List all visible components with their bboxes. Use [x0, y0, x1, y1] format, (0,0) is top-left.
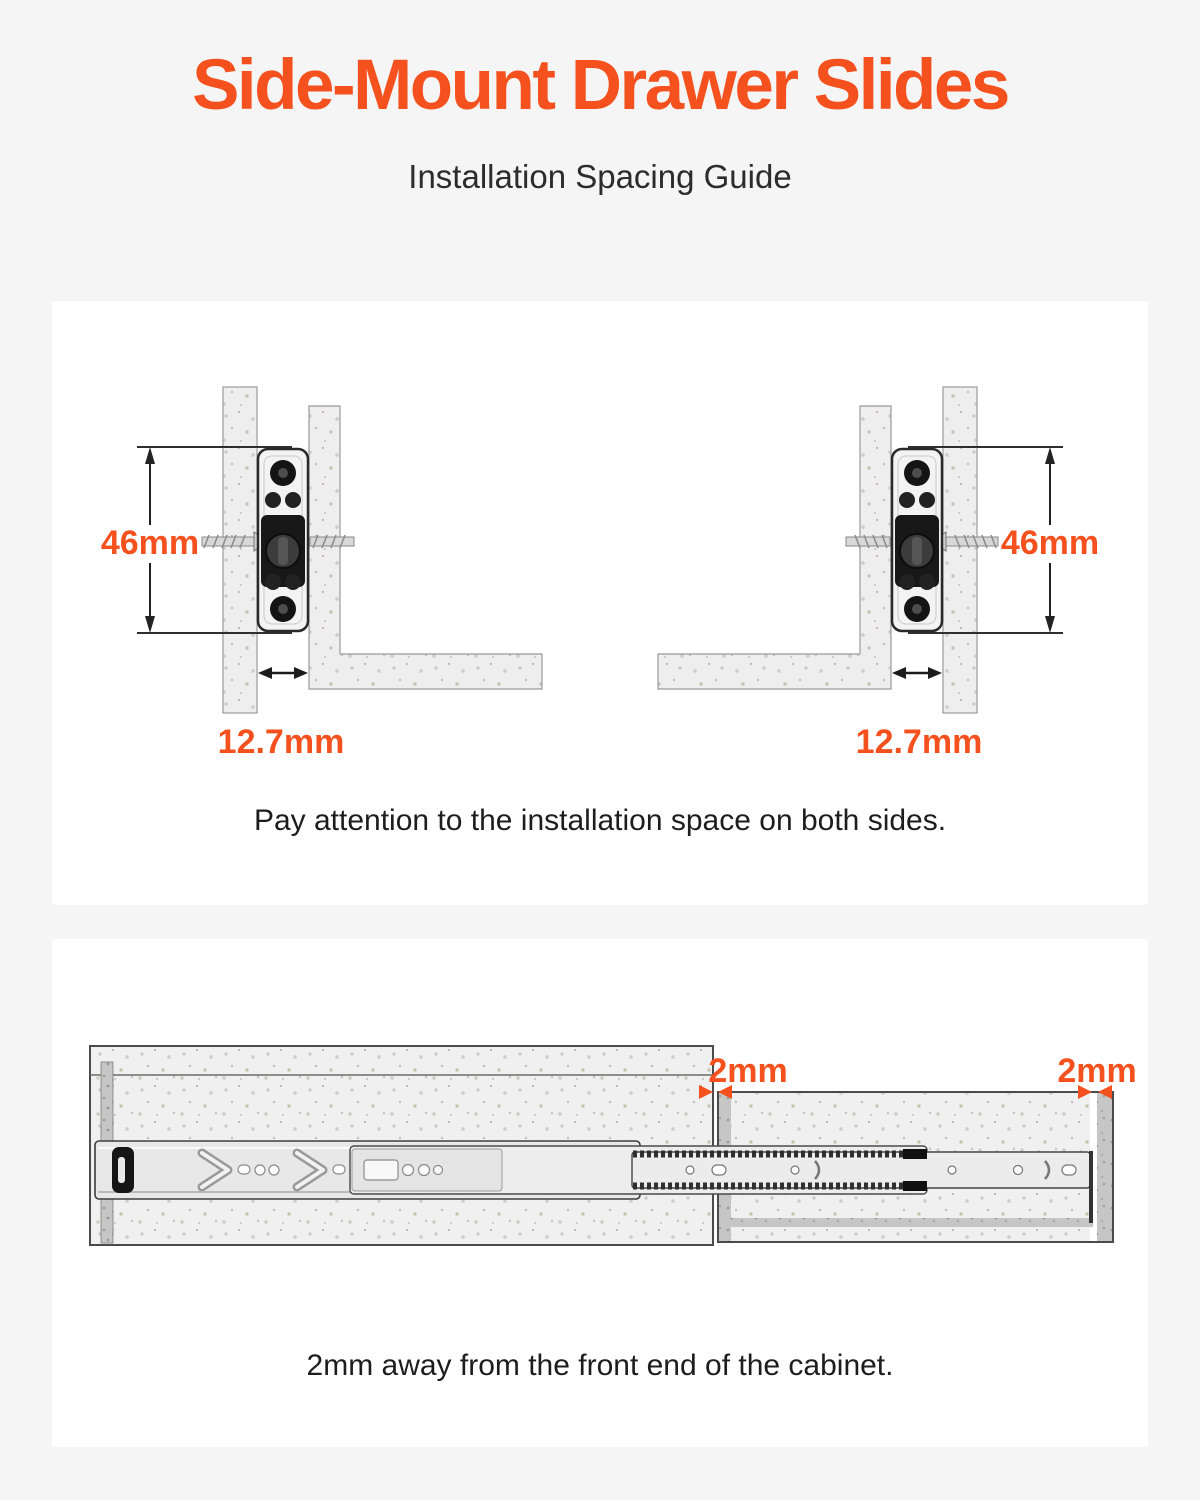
drawer-gap-label: 2mm	[1057, 1052, 1137, 1090]
drawer-bottom-panel	[731, 1218, 1093, 1227]
side-spacing-caption: Pay attention to the installation space on both sides.	[253, 804, 947, 837]
drawer-front-panel	[1097, 1092, 1113, 1242]
right-gap-label: 12.7mm	[855, 723, 983, 761]
page-subtitle: Installation Spacing Guide	[408, 158, 792, 195]
front-spacing-card	[52, 939, 1148, 1447]
left-height-label: 46mm	[100, 524, 200, 562]
page-title: Side-Mount Drawer Slides	[192, 46, 1008, 125]
left-gap-label: 12.7mm	[217, 723, 345, 761]
slide-front-bracket	[1089, 1151, 1093, 1223]
right-height-label: 46mm	[1000, 524, 1100, 562]
cabinet-gap-label: 2mm	[708, 1052, 788, 1090]
front-spacing-caption: 2mm away from the front end of the cabinet.	[306, 1349, 894, 1382]
side-spacing-card	[52, 301, 1148, 905]
